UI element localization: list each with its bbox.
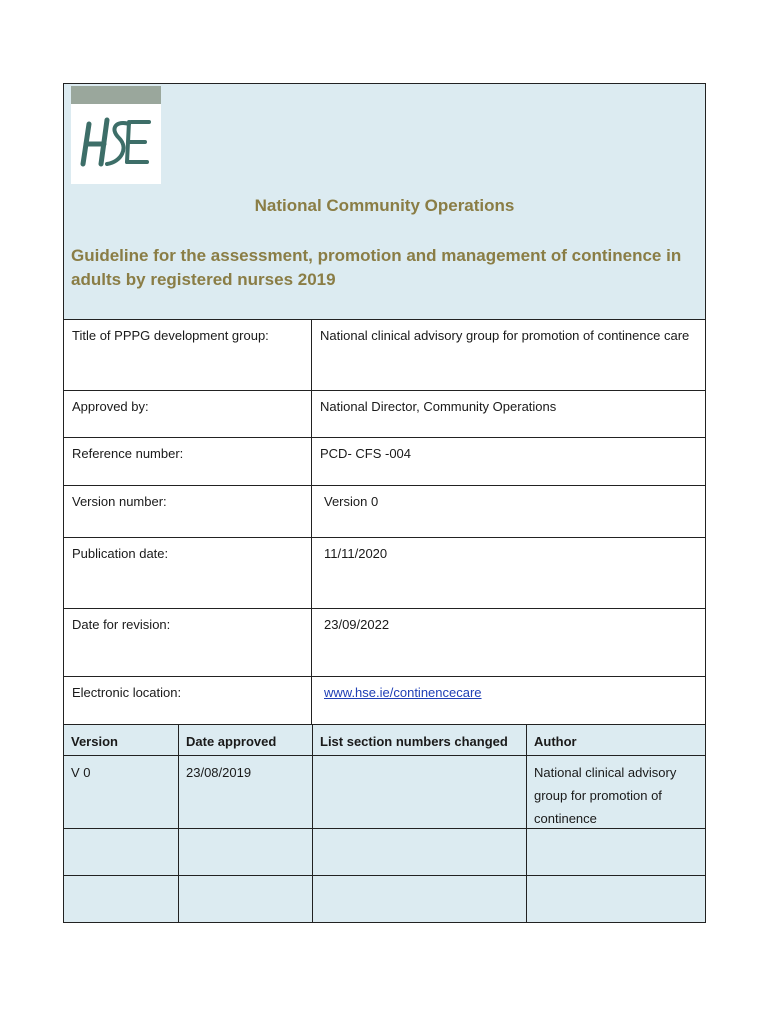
table-cell — [179, 876, 313, 922]
info-row-publication — [64, 538, 705, 609]
document-cover — [63, 83, 706, 923]
table-cell: National clinical advisory group for promotion of continence — [534, 765, 677, 826]
info-label: Reference number: — [64, 438, 312, 485]
revision-table — [64, 725, 705, 922]
info-value: Version 0 — [324, 494, 379, 509]
table-cell — [64, 876, 179, 922]
table-cell — [313, 876, 527, 922]
revision-header-row — [64, 725, 705, 756]
column-header: Version — [64, 725, 179, 755]
info-label: Date for revision: — [64, 609, 312, 676]
info-row-approved — [64, 391, 705, 438]
org-title: National Community Operations — [254, 196, 515, 215]
table-cell — [179, 829, 313, 875]
table-cell — [64, 829, 179, 875]
info-value: National Director, Community Operations — [320, 399, 557, 414]
info-label: Title of PPPG development group: — [64, 320, 312, 390]
column-header: Author — [534, 734, 577, 749]
info-row-version — [64, 486, 705, 538]
info-label: Electronic location: — [64, 677, 312, 724]
logo-bar — [71, 86, 161, 104]
table-row — [64, 756, 705, 829]
document-title: Guideline for the assessment, promotion and management of continence in adults by registered nurses 2019 — [71, 246, 682, 289]
info-row-location — [64, 677, 705, 725]
info-value — [312, 677, 705, 724]
table-row — [64, 876, 705, 922]
hse-logo — [71, 86, 161, 184]
info-value: 23/09/2022 — [324, 617, 390, 632]
info-row-reference — [64, 438, 705, 486]
info-label: Publication date: — [64, 538, 312, 608]
info-label: Approved by: — [64, 391, 312, 437]
table-cell — [527, 829, 705, 875]
info-value: National clinical advisory group for promotion of continence care — [320, 328, 690, 343]
info-label: Version number: — [64, 486, 312, 537]
table-cell — [527, 876, 705, 922]
table-cell — [313, 829, 527, 875]
cover-header — [64, 84, 705, 320]
info-row-revision-date — [64, 609, 705, 677]
table-cell: V 0 — [64, 756, 179, 828]
column-header: List section numbers changed — [313, 725, 527, 755]
table-cell — [313, 756, 527, 828]
column-header: Date approved — [179, 725, 313, 755]
info-row-group — [64, 320, 705, 391]
info-value: PCD- CFS -004 — [320, 446, 412, 461]
hse-logo-mark-icon — [79, 114, 153, 174]
info-value: 11/11/2020 — [324, 546, 388, 561]
table-cell: 23/08/2019 — [179, 756, 313, 828]
electronic-location-link[interactable]: www.hse.ie/continencecare — [324, 685, 482, 700]
table-row — [64, 829, 705, 876]
